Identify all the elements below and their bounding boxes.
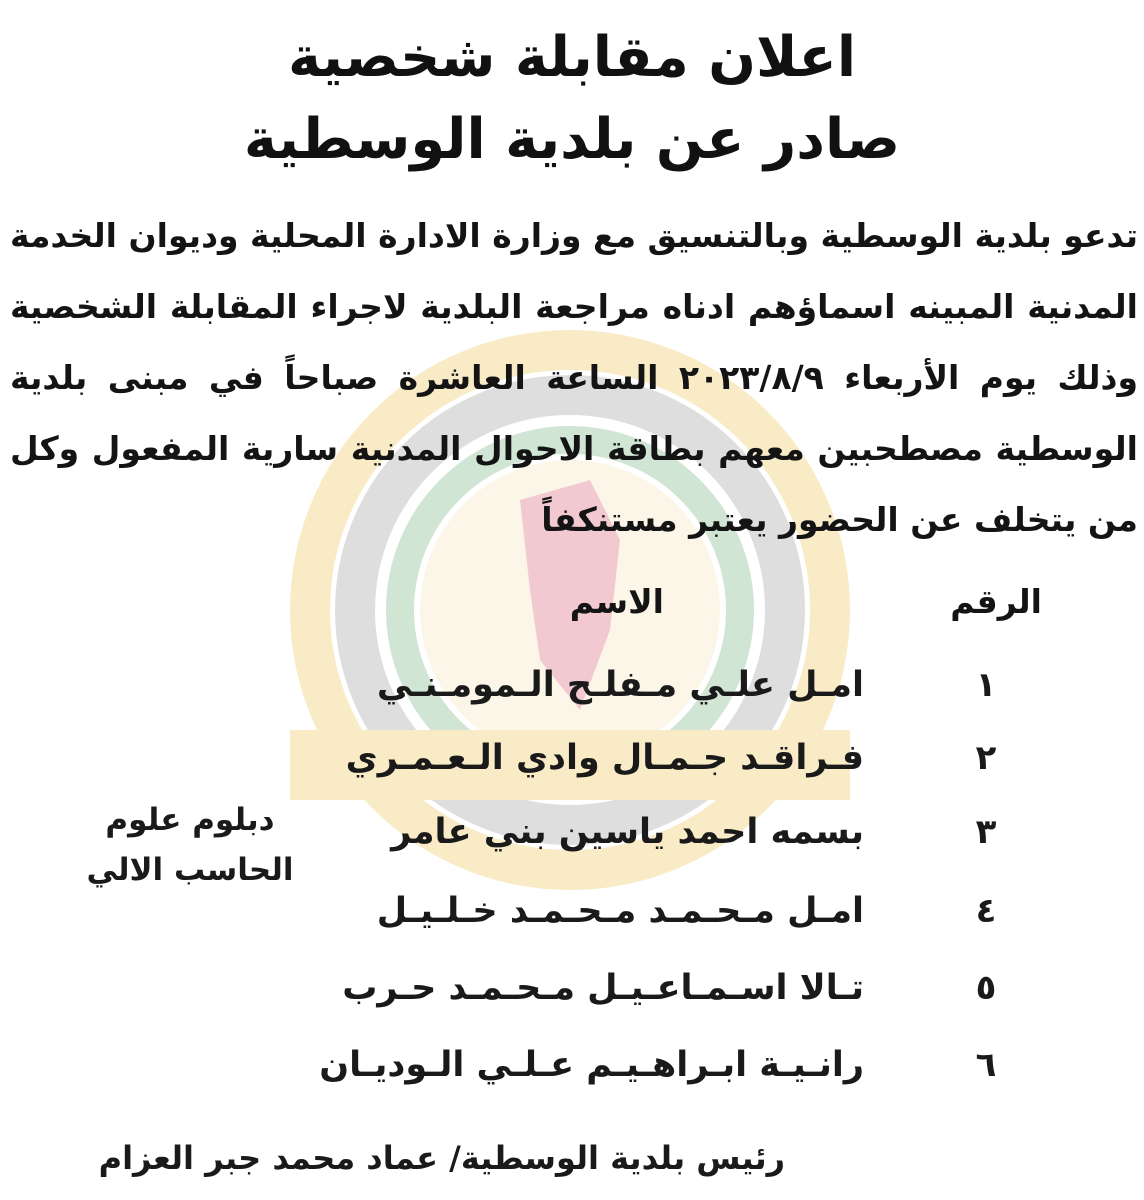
candidate-row	[0, 650, 1144, 720]
specialization-line-1: دبلوم علوم	[105, 802, 275, 838]
candidate-name: بسمه احمد ياسين بني عامر	[391, 812, 864, 852]
announcement-title: اعلان مقابلة شخصية	[287, 25, 857, 90]
candidate-row	[0, 723, 1144, 793]
candidate-number: ١	[975, 665, 997, 705]
candidate-number: ٥	[975, 968, 997, 1008]
candidate-number: ٤	[975, 891, 997, 931]
candidate-name: رانـيـة ابـراهـيـم عـلـي الـوديـان	[319, 1045, 864, 1085]
candidate-name: تـالا اسـمـاعـيـل مـحـمـد حـرب	[342, 968, 864, 1008]
candidate-name: امـل مـحـمـد مـحـمـد خـلـيـل	[376, 891, 864, 931]
specialization-line-2: الحاسب الالي	[86, 852, 294, 888]
candidate-number: ٢	[975, 738, 997, 778]
candidate-row	[0, 1030, 1144, 1100]
specialization-note	[60, 795, 320, 895]
announcement-body: تدعو بلدية الوسطية وبالتنسيق مع وزارة الادارة المحلية وديوان الخدمة المدنية المبينه اسماؤهم ادناه مراجعة البلدية لاجراء المقابلة الشخصية وذلك يوم الأربعاء ٢٠٢٣/٨/٩ الساعة العاشرة صباحاً في مبنى بلدية الوسطية مصطحبين معهم بطاقة الاحوال المدنية سارية المفعول وكل من يتخلف عن الحضور يعتبر مستنكفاً	[10, 216, 1138, 539]
candidate-row	[0, 953, 1144, 1023]
candidate-name: امـل علـي مـفلـح الـمومـنـي	[376, 665, 864, 705]
announcement-subtitle: صادر عن بلدية الوسطية	[243, 107, 901, 172]
name-column-header: الاسم	[569, 582, 664, 621]
mayor-signature-line: رئيس بلدية الوسطية/ عماد محمد جبر العزام	[98, 1139, 785, 1177]
candidate-number: ٦	[975, 1045, 997, 1085]
candidate-number: ٣	[975, 812, 997, 852]
number-column-header: الرقم	[950, 582, 1042, 621]
candidate-name: فـراقـد جـمـال وادي الـعـمـري	[345, 738, 864, 778]
